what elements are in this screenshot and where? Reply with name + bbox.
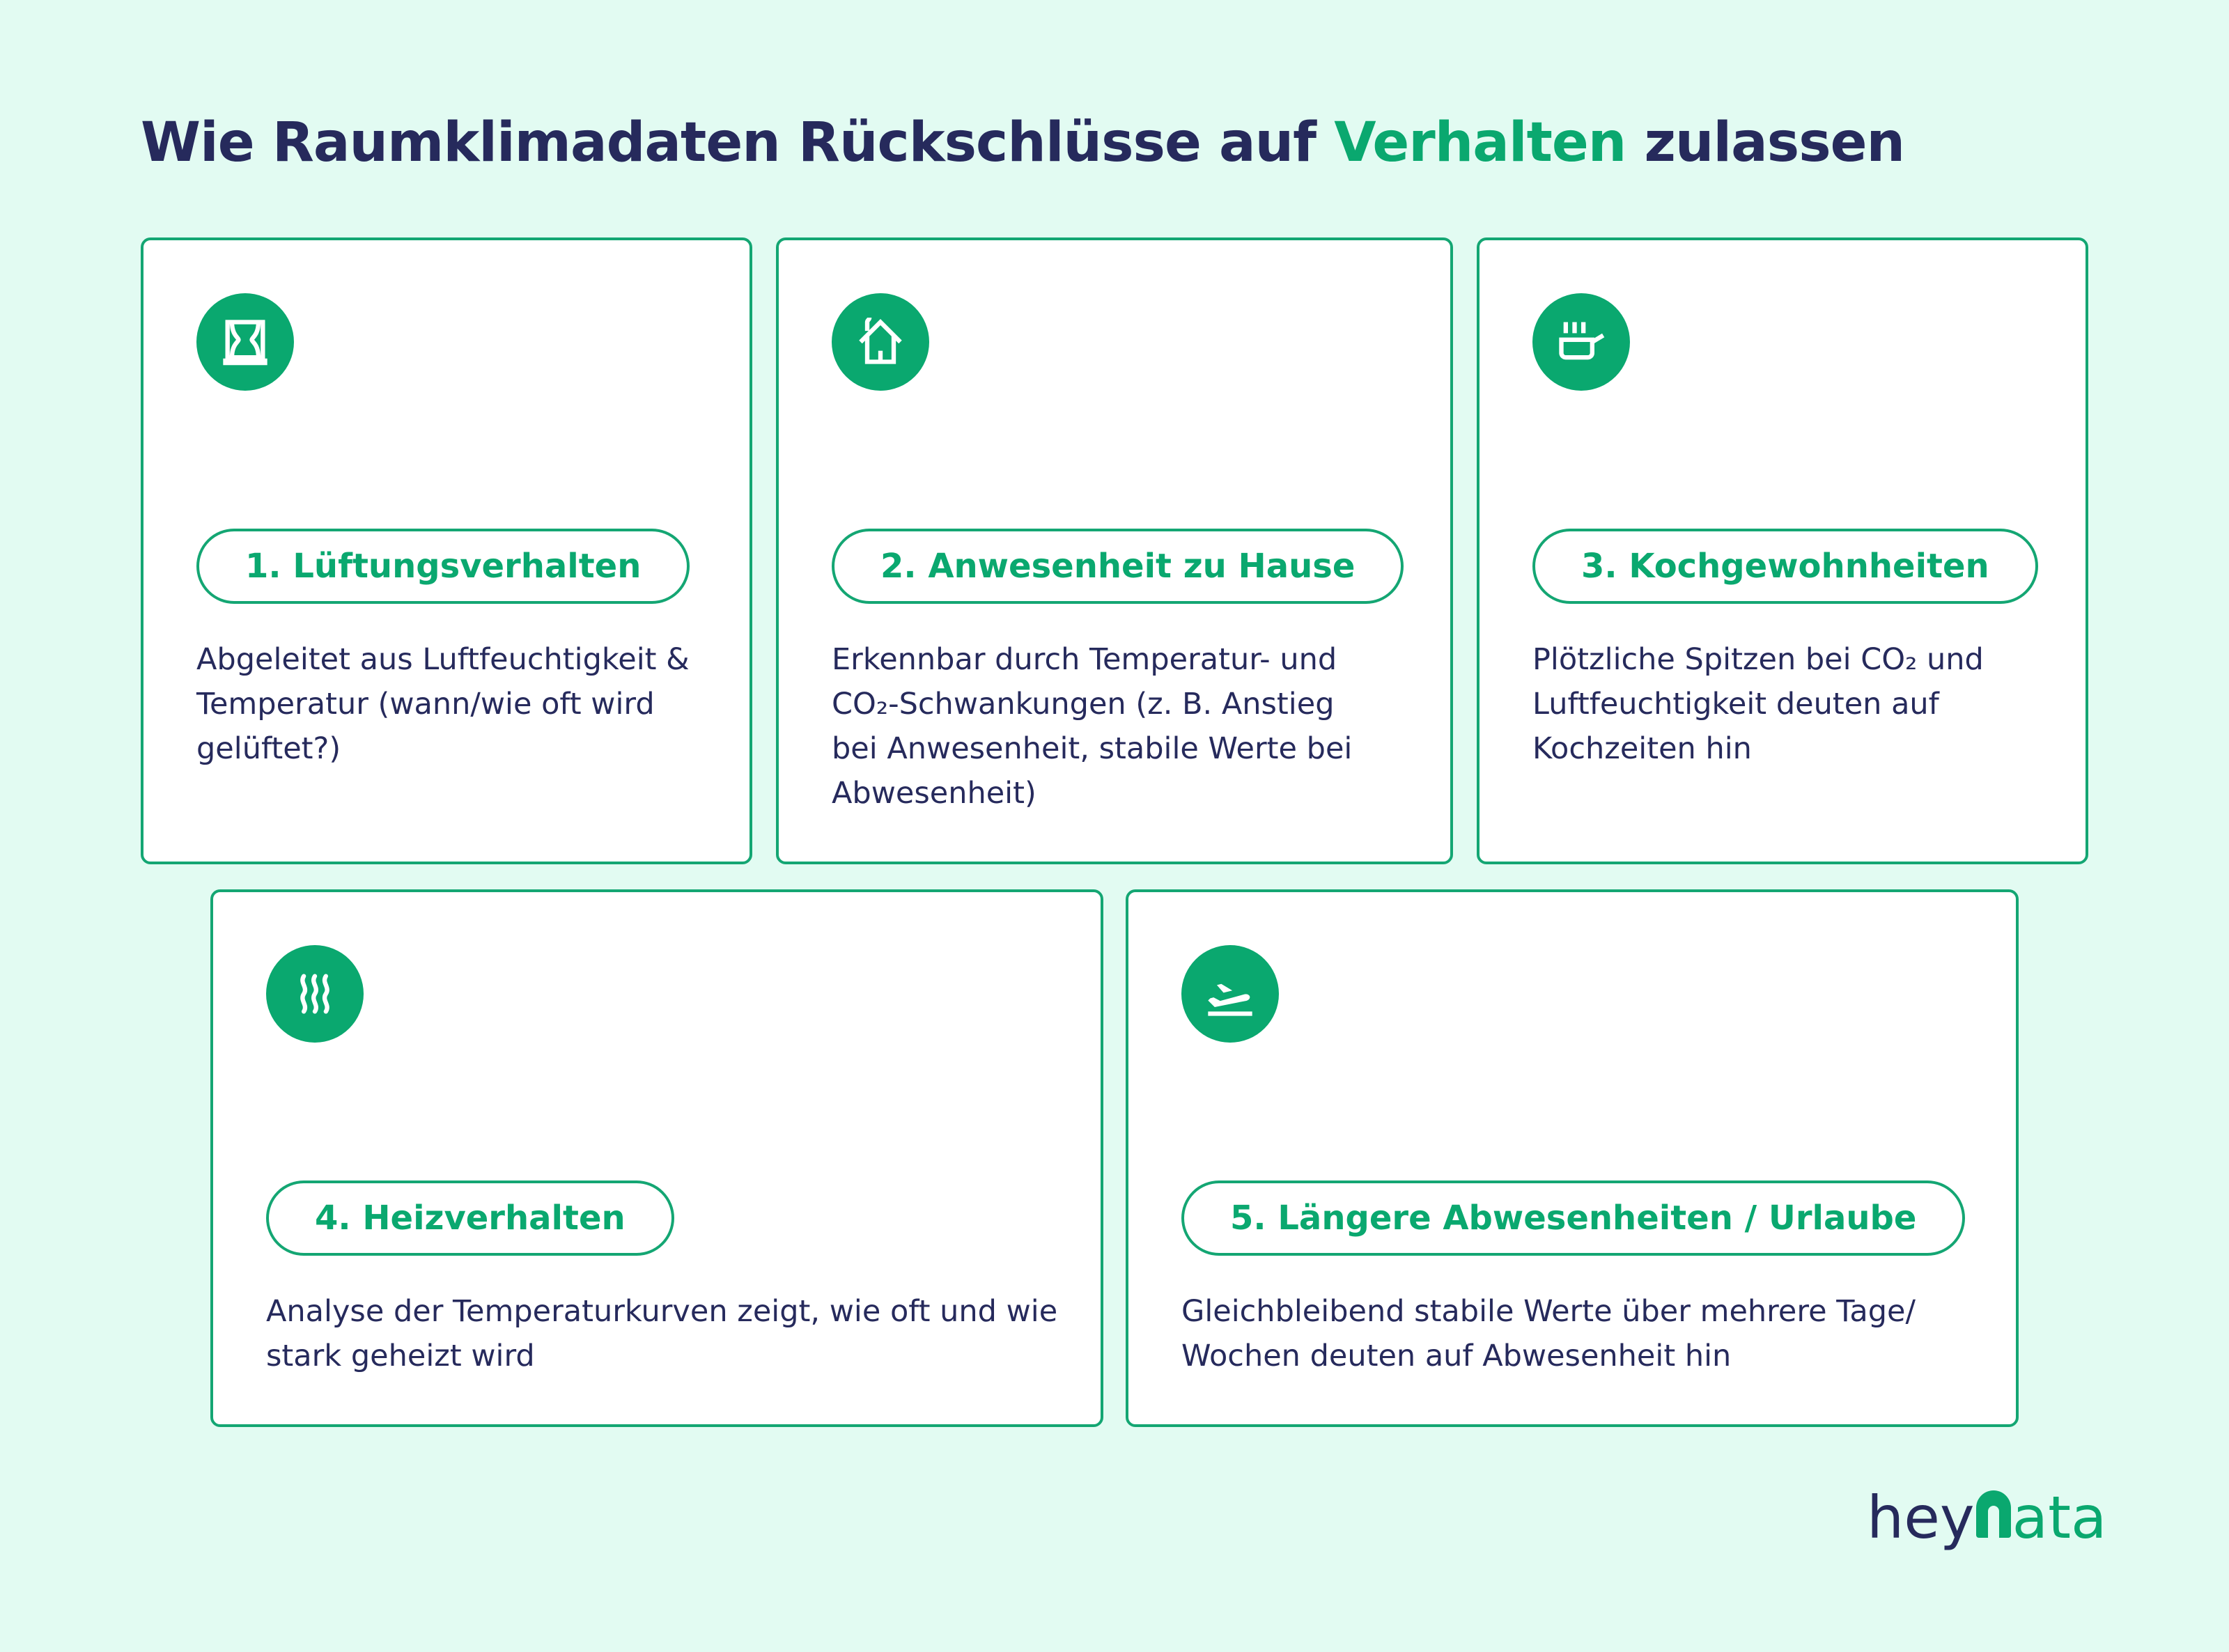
card-abwesenheiten xyxy=(1126,889,2019,1427)
heydata-logo xyxy=(1867,1483,2107,1552)
title-highlight: Verhalten xyxy=(1334,111,1626,174)
card-label: 3. Kochgewohnheiten xyxy=(1532,529,2038,604)
card-description: Plötzliche Spitzen bei CO₂ und Luftfeuchtigkeit deuten auf Kochzeiten hin xyxy=(1532,642,1984,766)
card-label: 2. Anwesenheit zu Hause xyxy=(832,529,1404,604)
window-icon xyxy=(196,293,294,391)
card-kochgewohnheiten xyxy=(1477,237,2088,864)
house-icon xyxy=(832,293,929,391)
card-anwesenheit xyxy=(776,237,1453,864)
card-heizverhalten xyxy=(210,889,1103,1427)
card-label: 1. Lüftungsverhalten xyxy=(196,529,690,604)
card-description: Abgeleitet aus Luftfeuchtigkeit & Temperatur (wann/wie oft wird gelüftet?) xyxy=(196,642,690,766)
card-lueftungsverhalten xyxy=(141,237,752,864)
heat-icon xyxy=(266,945,364,1043)
cooking-pot-icon xyxy=(1532,293,1630,391)
airplane-departure-icon xyxy=(1181,945,1279,1043)
page-title xyxy=(141,111,1904,174)
card-description: Gleichbleibend stabile Werte über mehrere Tage/ Wochen deuten auf Abwesenheit hin xyxy=(1181,1294,1916,1373)
card-description: Erkennbar durch Temperatur- und CO₂-Schwankungen (z. B. Anstieg bei Anwesenheit, stabile Werte bei Abwesenheit) xyxy=(832,642,1353,811)
card-label: 5. Längere Abwesenheiten / Urlaube xyxy=(1181,1180,1965,1256)
logo-hey: hey xyxy=(1867,1483,1975,1552)
logo-keyhole-icon xyxy=(1976,1490,2011,1538)
title-text-end: zulassen xyxy=(1626,111,1905,174)
logo-ata: ata xyxy=(2012,1483,2107,1552)
title-text: Wie Raumklimadaten Rückschlüsse auf xyxy=(141,111,1335,174)
card-label: 4. Heizverhalten xyxy=(266,1180,674,1256)
card-description: Analyse der Temperaturkurven zeigt, wie oft und wie stark geheizt wird xyxy=(266,1294,1058,1373)
